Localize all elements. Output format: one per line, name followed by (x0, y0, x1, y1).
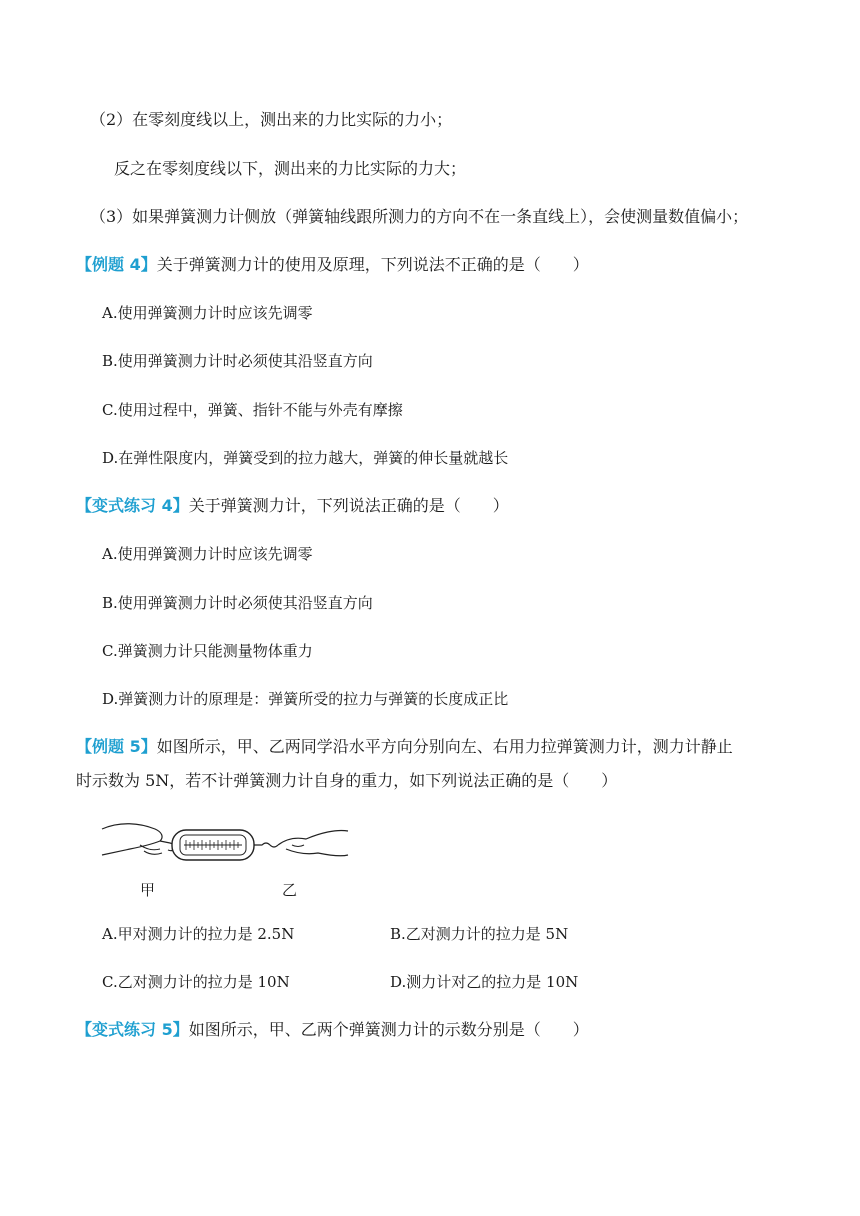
note-2b: 反之在零刻度线以下，测出来的力比实际的力大； (114, 159, 467, 178)
spring-scale-figure (100, 815, 350, 905)
variant-4-question: 关于弹簧测力计，下列说法正确的是（ ） (188, 496, 509, 515)
figure-label-yi: 乙 (282, 881, 298, 899)
note-2: （2）在零刻度线以上，测出来的力比实际的力小； (90, 110, 453, 129)
example-4-option-b: B.使用弹簧测力计时必须使其沿竖直方向 (102, 352, 373, 370)
example-5-option-b: B.乙对测力计的拉力是 5N (390, 925, 569, 943)
variant-4-stem (76, 495, 509, 517)
example-5-stem-line1 (76, 736, 733, 758)
example-5-question: 如图所示，甲、乙两同学沿水平方向分别向左、右用力拉弹簧测力计，测力计静止 (156, 737, 733, 756)
variant-4-option-b: B.使用弹簧测力计时必须使其沿竖直方向 (102, 594, 373, 612)
example-4-tag: 【例题 4】 (76, 255, 157, 274)
figure-label-jia: 甲 (140, 881, 156, 899)
example-5-option-d: D.测力计对乙的拉力是 10N (390, 973, 579, 991)
spring-scale-illustration (100, 815, 350, 875)
example-4-option-d: D.在弹性限度内，弹簧受到的拉力越大，弹簧的伸长量就越长 (102, 449, 509, 467)
example-5-option-c: C.乙对测力计的拉力是 10N (102, 973, 290, 991)
example-5-stem-line2: 时示数为 5N，若不计弹簧测力计自身的重力，如下列说法正确的是（ ） (76, 771, 618, 790)
variant-4-option-c: C.弹簧测力计只能测量物体重力 (102, 642, 313, 660)
variant-4-option-d: D.弹簧测力计的原理是：弹簧所受的拉力与弹簧的长度成正比 (102, 690, 509, 708)
example-4-option-a: A.使用弹簧测力计时应该先调零 (102, 304, 313, 322)
example-4-question: 关于弹簧测力计的使用及原理，下列说法不正确的是（ ） (156, 255, 589, 274)
variant-4-option-a: A.使用弹簧测力计时应该先调零 (102, 545, 313, 563)
variant-5-tag: 【变式练习 5】 (76, 1020, 189, 1039)
example-5-tag: 【例题 5】 (76, 737, 157, 756)
variant-5-stem (76, 1019, 589, 1041)
variant-5-question: 如图所示，甲、乙两个弹簧测力计的示数分别是（ ） (188, 1020, 589, 1039)
example-4-option-c: C.使用过程中，弹簧、指针不能与外壳有摩擦 (102, 401, 403, 419)
variant-4-tag: 【变式练习 4】 (76, 496, 189, 515)
note-3: （3）如果弹簧测力计侧放（弹簧轴线跟所测力的方向不在一条直线上），会使测量数值偏小； (90, 207, 749, 226)
example-5-option-a: A.甲对测力计的拉力是 2.5N (102, 925, 295, 943)
example-4-stem (76, 254, 589, 276)
